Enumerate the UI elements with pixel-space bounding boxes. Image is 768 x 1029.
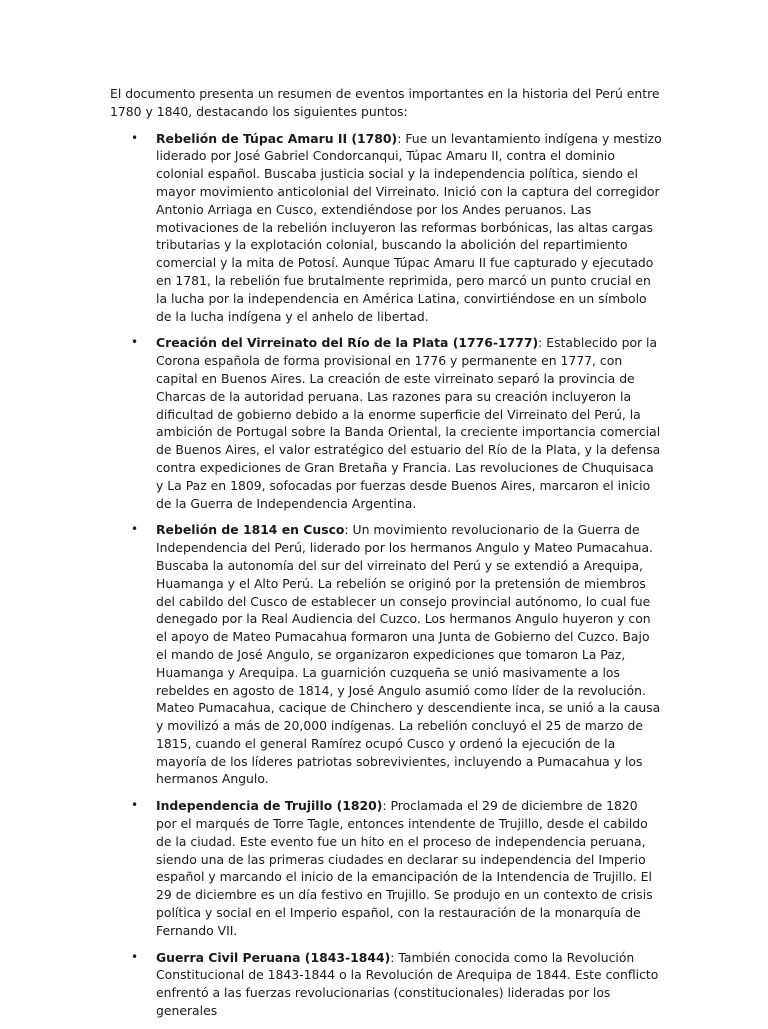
bullet-icon: •	[131, 130, 139, 145]
list-item	[110, 130, 662, 326]
item-text: : Establecido por la Corona española de forma provisional en 1776 y permanente en 1777, con capital en Buenos Aires. La creación de este virreinato separó la provincia de Charcas de la autoridad peruana. Las razones para su creación incluyeron la dificultad de gobierno debido a la enorme superficie del Virreinato del Perú, la ambición de Portugal sobre la Banda Oriental, la creciente importancia comercial de Buenos Aires, el valor estratégico del estuario del Río de la Plata, y la defensa contra expediciones de Gran Bretaña y Francia. Las revoluciones de Chuquisaca y La Paz en 1809, sofocadas por fuerzas desde Buenos Aires, marcaron el inicio de la Guerra de Independencia Argentina.	[156, 335, 661, 511]
bullet-icon: •	[131, 335, 139, 350]
list-item	[110, 797, 662, 939]
item-text: : Fue un levantamiento indígena y mestizo liderado por José Gabriel Condorcanqui, Túpac Amaru II, contra el dominio colonial español. Buscaba justicia social y la independencia política, siendo el mayor movimiento anticolonial del Virreinato. Inició con la captura del corregidor Antonio Arriaga en Cusco, extendiéndose por los Andes peruanos. Las motivaciones de la rebelión incluyeron las reformas borbónicas, las altas cargas tributarias y la explotación colonial, buscando la abolición del repartimiento comercial y la mita de Potosí. Aunque Túpac Amaru II fue capturado y ejecutado en 1781, la rebelión fue brutalmente reprimida, pero marcó un punto crucial en la lucha por la independencia en América Latina, convirtiéndose en un símbolo de la lucha indígena y el anhelo de libertad.	[156, 130, 662, 324]
item-text: : También conocida como la Revolución Constitucional de 1843-1844 o la Revolución de Arequipa de 1844. Este conflicto enfrentó a las fuerzas revolucionarias (constitucionales) lideradas por los generales	[156, 949, 659, 1019]
bullet-icon: •	[131, 949, 139, 964]
item-title: Independencia de Trujillo (1820)	[156, 798, 383, 814]
event-list	[110, 130, 662, 1020]
item-text: : Un movimiento revolucionario de la Guerra de Independencia del Perú, liderado por los hermanos Angulo y Mateo Pumacahua. Buscaba la autonomía del sur del virreinato del Perú y se extendió a Arequipa, Huamanga y el Alto Perú. La rebelión se originó por la pretensión de miembros del cabildo del Cusco de establecer un consejo provincial autónomo, lo cual fue denegado por la Real Audiencia del Cuzco. Los hermanos Angulo huyeron y con el apoyo de Mateo Pumacahua formaron una Junta de Gobierno del Cuzco. Bajo el mando de José Angulo, se organizaron expediciones que tomaron La Paz, Huamanga y Arequipa. La guarnición cuzqueña se unió masivamente a los rebeldes en agosto de 1814, y José Angulo asumió como líder de la revolución. Mateo Pumacahua, cacique de Chinchero y descendiente inca, se unió a la causa y movilizó a más de 20,000 indígenas. La rebelión concluyó el 25 de marzo de 1815, cuando el general Ramírez ocupó Cusco y ordenó la ejecución de la mayoría de los líderes patriotas sobrevivientes, incluyendo a Pumacahua y los hermanos Angulo.	[156, 522, 661, 787]
item-title: Creación del Virreinato del Río de la Plata (1776-1777)	[156, 335, 539, 351]
bullet-icon: •	[131, 798, 139, 813]
item-title: Rebelión de 1814 en Cusco	[156, 522, 345, 538]
document-page	[110, 85, 662, 1029]
item-title: Rebelión de Túpac Amaru II (1780)	[156, 130, 398, 146]
intro-paragraph: El documento presenta un resumen de eventos importantes en la historia del Perú entre 1780 y 1840, destacando los siguientes puntos:	[110, 86, 660, 119]
list-item	[110, 521, 662, 788]
bullet-icon: •	[131, 522, 139, 537]
item-title: Guerra Civil Peruana (1843-1844)	[156, 949, 391, 965]
list-item	[110, 949, 662, 1020]
list-item	[110, 334, 662, 512]
item-text: : Proclamada el 29 de diciembre de 1820 por el marqués de Torre Tagle, entonces intendente de Trujillo, desde el cabildo de la ciudad. Este evento fue un hito en el proceso de independencia peruana, siendo una de las primeras ciudades en declarar su independencia del Imperio español y marcando el inicio de la emancipación de la Intendencia de Trujillo. El 29 de diciembre es un día festivo en Trujillo. Se produjo en un contexto de crisis política y social en el Imperio español, con la restauración de la monarquía de Fernando VII.	[156, 798, 653, 938]
